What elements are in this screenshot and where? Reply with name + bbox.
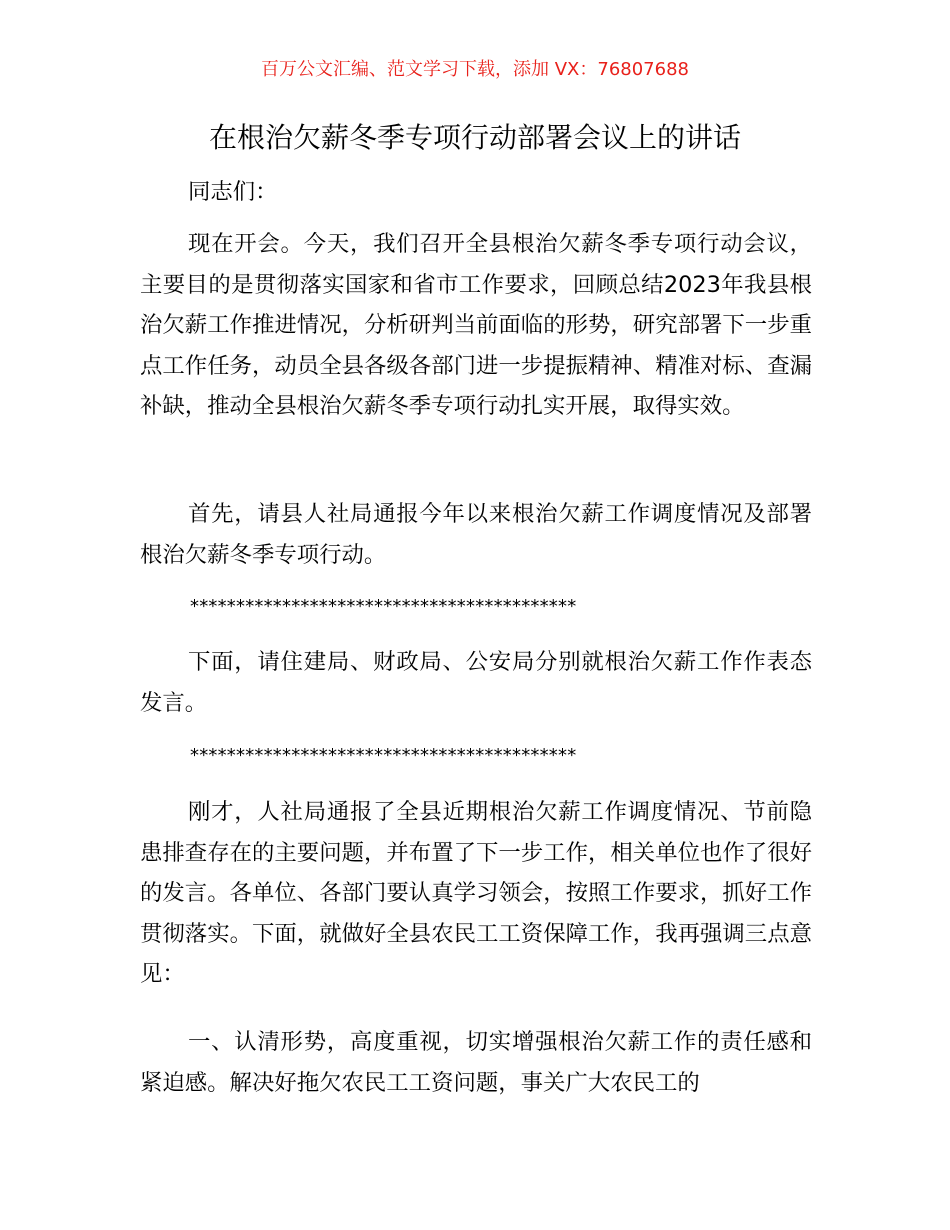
document-title: 在根治欠薪冬季专项行动部署会议上的讲话 [208, 121, 741, 154]
header-watermark: 百万公文汇编、范文学习下载，添加 VX：76807688 [261, 59, 689, 80]
paragraph-remarks: 刚才，人社局通报了全县近期根治欠薪工作调度情况、节前隐患排查存在的主要问题，并布置了下一步工作，相关单位也作了很好的发言。各单位、各部门要认真学习领会，按照工作要求，抓好工作贯彻落实。下面，就做好全县农民工工资保障工作，我再强调三点意见： [140, 799, 812, 987]
greeting: 同志们： [188, 179, 278, 205]
separator-line: ****************************************** [190, 596, 577, 617]
paragraph-point-one: 一、认清形势，高度重视，切实增强根治欠薪工作的责任感和紧迫感。解决好拖欠农民工工资问题，事关广大农民工的 [140, 1029, 812, 1096]
paragraph-statements: 下面，请住建局、财政局、公安局分别就根治欠薪工作作表态发言。 [140, 649, 812, 716]
paragraph-opening: 现在开会。今天，我们召开全县根治欠薪冬季专项行动会议，主要目的是贯彻落实国家和省市工作要求，回顾总结2023年我县根治欠薪工作推进情况，分析研判当前面临的形势，研究部署下一步重点工作任务，动员全县各级各部门进一步提振精神、精准对标、查漏补缺，推动全县根治欠薪冬季专项行动扎实开展，取得实效。 [140, 231, 812, 419]
separator-line: ****************************************** [190, 745, 577, 766]
paragraph-report-request: 首先，请县人社局通报今年以来根治欠薪工作调度情况及部署根治欠薪冬季专项行动。 [140, 501, 812, 568]
